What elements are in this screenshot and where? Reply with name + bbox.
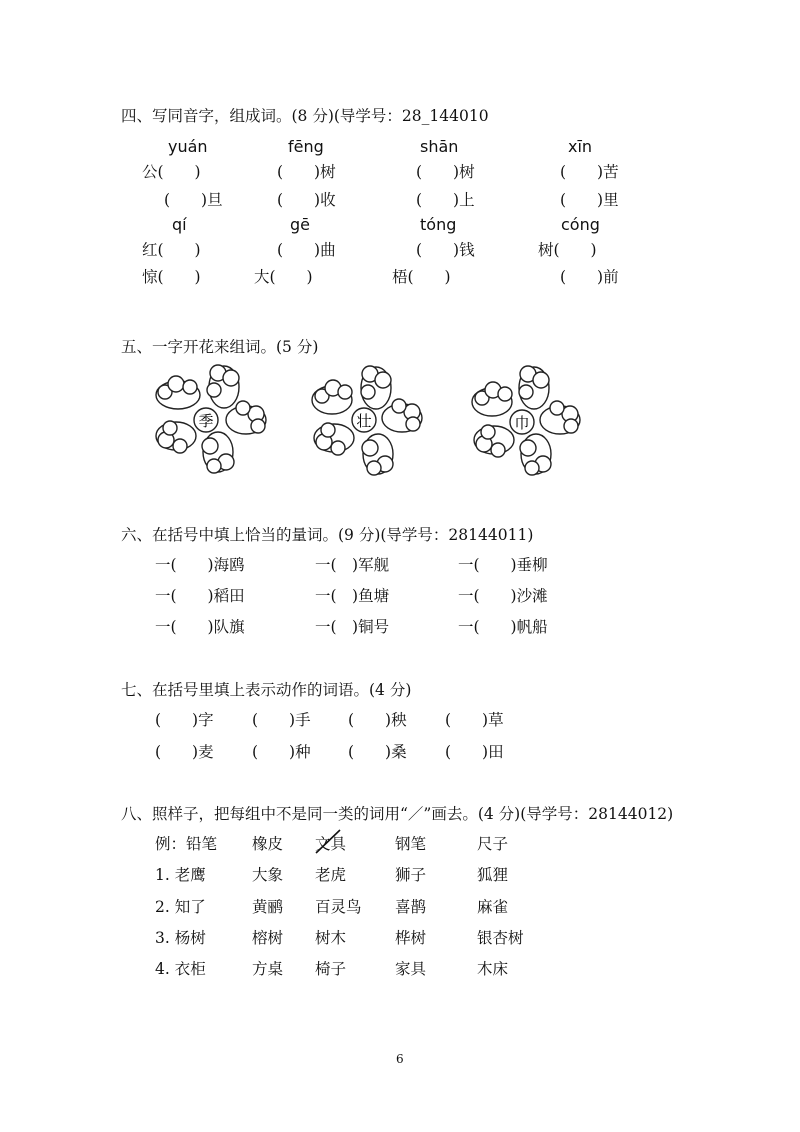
petal-cloud[interactable]	[202, 432, 234, 473]
page-number: 6	[396, 1052, 404, 1066]
petal-cloud[interactable]	[519, 366, 549, 409]
s8-r4-c1: 4. 衣柜	[155, 960, 206, 978]
pinyin-feng: fēng	[288, 137, 324, 156]
s4-r1-c2[interactable]: ( )树	[277, 163, 336, 181]
section-5-title: 五、一字开花来组词。(5 分)	[121, 338, 319, 356]
flower-2	[308, 362, 438, 480]
s4-r3-c2[interactable]: ( )曲	[277, 241, 336, 259]
petal-cloud[interactable]	[314, 423, 354, 455]
section-6-title: 六、在括号中填上恰当的量词。(9 分)(导学号：28144011)	[121, 526, 534, 544]
petal-cloud[interactable]	[156, 421, 196, 453]
s8-r3-c3[interactable]: 树木	[315, 929, 347, 947]
section-7-title: 七、在括号里填上表示动作的词语。(4 分)	[121, 681, 412, 699]
s4-r1-c4[interactable]: ( )苦	[560, 163, 619, 181]
s4-r3-c4[interactable]: 树( )	[538, 241, 597, 259]
s4-r2-c4[interactable]: ( )里	[560, 191, 619, 209]
section-8-title: 八、照样子，把每组中不是同一类的词用“／”画去。(4 分)(导学号：28144012)	[121, 805, 674, 823]
s7-r2-c2[interactable]: ( )种	[252, 743, 311, 761]
s8-r2-c3[interactable]: 百灵鸟	[315, 898, 362, 916]
s8-r3-c5[interactable]: 银杏树	[477, 929, 524, 947]
s7-r2-c3[interactable]: ( )桑	[348, 743, 407, 761]
petal-cloud[interactable]	[520, 434, 551, 475]
s7-r1-c1[interactable]: ( )字	[155, 711, 214, 729]
s4-r3-c1[interactable]: 红( )	[142, 241, 201, 259]
s8-r3-c1: 3. 杨树	[155, 929, 206, 947]
strike-slash	[310, 826, 350, 856]
pinyin-qi: qí	[172, 215, 187, 234]
flower-2-char: 壮	[356, 412, 372, 430]
s8-r2-c4[interactable]: 喜鹊	[395, 898, 427, 916]
flower-3	[466, 362, 596, 480]
pinyin-shan: shān	[420, 137, 459, 156]
pinyin-tong: tóng	[420, 215, 457, 234]
s8-r3-c4[interactable]: 桦树	[395, 929, 427, 947]
s8-r4-c4[interactable]: 家具	[395, 960, 427, 978]
petal-cloud[interactable]	[361, 366, 391, 409]
s8-r1-c1: 1. 老鹰	[155, 866, 206, 884]
s4-r2-c1[interactable]: ( )旦	[164, 191, 223, 209]
s8-r2-c2[interactable]: 黄鹂	[252, 898, 284, 916]
s6-r3-c3[interactable]: 一( )帆船	[458, 618, 548, 636]
flower-1	[150, 362, 280, 477]
pinyin-ge: gē	[290, 215, 310, 234]
s8-ex-c5: 尺子	[477, 835, 509, 853]
petal-cloud[interactable]	[226, 401, 266, 434]
s4-r2-c2[interactable]: ( )收	[277, 191, 336, 209]
s4-r1-c3[interactable]: ( )树	[416, 163, 475, 181]
s4-r2-c3[interactable]: ( )上	[416, 191, 475, 209]
section-4-title: 四、写同音字，组成词。(8 分)(导学号：28_144010	[121, 107, 489, 125]
s6-r2-c1[interactable]: 一( )稻田	[155, 587, 245, 605]
flower-3-char: 巾	[514, 414, 530, 432]
petal-cloud[interactable]	[382, 399, 422, 432]
s6-r1-c2[interactable]: 一( )军舰	[315, 556, 390, 574]
s8-r2-c1: 2. 知了	[155, 898, 206, 916]
s8-r4-c2[interactable]: 方桌	[252, 960, 284, 978]
s6-r2-c3[interactable]: 一( )沙滩	[458, 587, 548, 605]
s7-r2-c4[interactable]: ( )田	[445, 743, 504, 761]
s6-r3-c1[interactable]: 一( )队旗	[155, 618, 245, 636]
petal-cloud[interactable]	[312, 380, 352, 414]
s4-r4-c1[interactable]: 惊( )	[142, 268, 201, 286]
petal-cloud[interactable]	[156, 376, 200, 409]
s8-r4-c3[interactable]: 椅子	[315, 960, 347, 978]
pinyin-xin: xīn	[568, 137, 593, 156]
s6-r1-c3[interactable]: 一( )垂柳	[458, 556, 548, 574]
s8-r2-c5[interactable]: 麻雀	[477, 898, 509, 916]
s8-r1-c4[interactable]: 狮子	[395, 866, 427, 884]
s8-r1-c5[interactable]: 狐狸	[477, 866, 509, 884]
s7-r1-c3[interactable]: ( )秧	[348, 711, 407, 729]
s8-r1-c2[interactable]: 大象	[252, 866, 284, 884]
s8-ex-c3: 文具	[315, 835, 347, 853]
s6-r2-c2[interactable]: 一( )鱼塘	[315, 587, 390, 605]
petal-cloud[interactable]	[472, 382, 512, 416]
s4-r3-c3[interactable]: ( )钱	[416, 241, 475, 259]
s7-r1-c4[interactable]: ( )草	[445, 711, 504, 729]
flower-1-char: 季	[198, 412, 214, 430]
s8-r4-c5[interactable]: 木床	[477, 960, 509, 978]
pinyin-cong: cóng	[561, 215, 600, 234]
s8-ex-c1: 例：铅笔	[155, 835, 218, 853]
s8-r1-c3[interactable]: 老虎	[315, 866, 347, 884]
petal-cloud[interactable]	[207, 365, 239, 408]
s4-r4-c2[interactable]: 大( )	[254, 268, 313, 286]
s4-r4-c4[interactable]: ( )前	[560, 268, 619, 286]
s7-r1-c2[interactable]: ( )手	[252, 711, 311, 729]
petal-cloud[interactable]	[362, 434, 393, 475]
s7-r2-c1[interactable]: ( )麦	[155, 743, 214, 761]
petal-cloud[interactable]	[540, 401, 580, 434]
s8-r3-c2[interactable]: 榕树	[252, 929, 284, 947]
s6-r3-c2[interactable]: 一( )铜号	[315, 618, 390, 636]
s8-ex-c2: 橡皮	[252, 835, 284, 853]
s4-r4-c3[interactable]: 梧( )	[392, 268, 451, 286]
s6-r1-c1[interactable]: 一( )海鸥	[155, 556, 245, 574]
petal-cloud[interactable]	[474, 425, 514, 457]
pinyin-yuan: yuán	[168, 137, 208, 156]
s4-r1-c1[interactable]: 公( )	[142, 163, 201, 181]
s8-ex-c4: 钢笔	[395, 835, 427, 853]
